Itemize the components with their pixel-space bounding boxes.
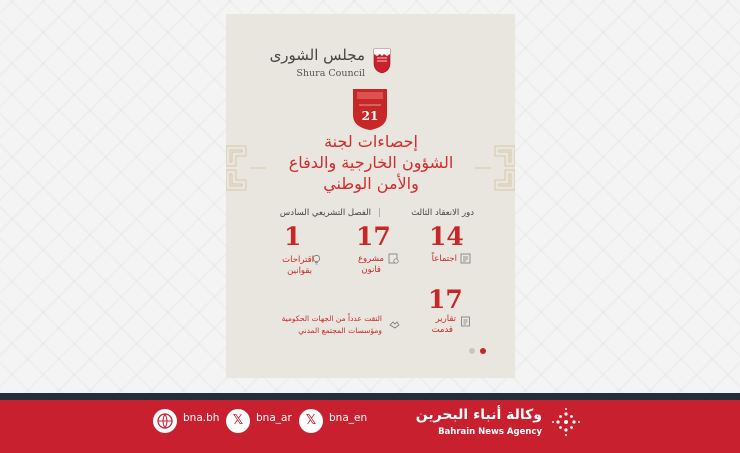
infographic-card [226, 14, 515, 378]
brand-english: Shura Council [296, 68, 365, 79]
globe-icon [153, 409, 177, 433]
title-line-3: والأمن الوطني [323, 174, 419, 193]
stat-proposals-number: 1 [284, 222, 302, 251]
website-handle: bna.bh [183, 412, 220, 424]
session-separator: | [378, 208, 381, 218]
footer-bar [0, 400, 740, 453]
meetings-entities-line-2: ومؤسسات المجتمع المدني [298, 326, 382, 335]
stat-reports-label-2: قدمت [431, 325, 453, 335]
stat-proposals-label-2: بقوانين [287, 266, 312, 276]
legislative-term: الفصل التشريعي السادس [279, 208, 371, 218]
decorative-ornament-right [471, 142, 515, 194]
x-icon: 𝕏 [226, 409, 250, 433]
title-line-2: الشؤون الخارجية والدفاع [288, 153, 454, 172]
x-handle-ar: bna_ar [256, 412, 292, 424]
footer-divider [0, 393, 740, 400]
svg-text:21: 21 [361, 109, 379, 123]
agency-name-arabic: وكالة أنباء البحرين [415, 407, 542, 423]
document-icon [460, 253, 471, 264]
report-icon [460, 316, 471, 327]
title-line-1: إحصاءات لجنة [324, 132, 418, 151]
decorative-ornament-left [226, 142, 270, 194]
stat-meetings-label: اجتماعاً [431, 254, 457, 264]
meetings-entities-line-1: التقت عدداً من الجهات الحكومية [281, 314, 382, 323]
shura-council-brand [226, 46, 515, 86]
stat-laws-label-2: قانون [361, 265, 381, 275]
carousel-dot-active[interactable] [480, 348, 486, 354]
stat-laws-label-1: مشروع [357, 254, 384, 264]
stat-meetings-number: 14 [429, 222, 464, 251]
x-handle-en: bna_en [329, 412, 368, 424]
stat-laws-number: 17 [356, 222, 391, 251]
anniversary-badge-icon [351, 85, 389, 131]
agency-name-english: Bahrain News Agency [438, 427, 542, 437]
bna-logo-icon [551, 407, 581, 437]
handshake-icon [389, 319, 400, 330]
law-icon [388, 253, 399, 264]
stat-reports-number: 17 [428, 285, 463, 314]
stat-proposals-label-1: اقتراحات [282, 255, 314, 265]
bahrain-emblem-icon [373, 48, 391, 74]
x-icon: 𝕏 [299, 409, 323, 433]
session-round: دور الانعقاد الثالث [411, 208, 474, 218]
carousel-dot[interactable] [469, 348, 475, 354]
brand-arabic: مجلس الشورى [269, 46, 365, 64]
stat-reports-label-1: تقارير [435, 314, 456, 324]
